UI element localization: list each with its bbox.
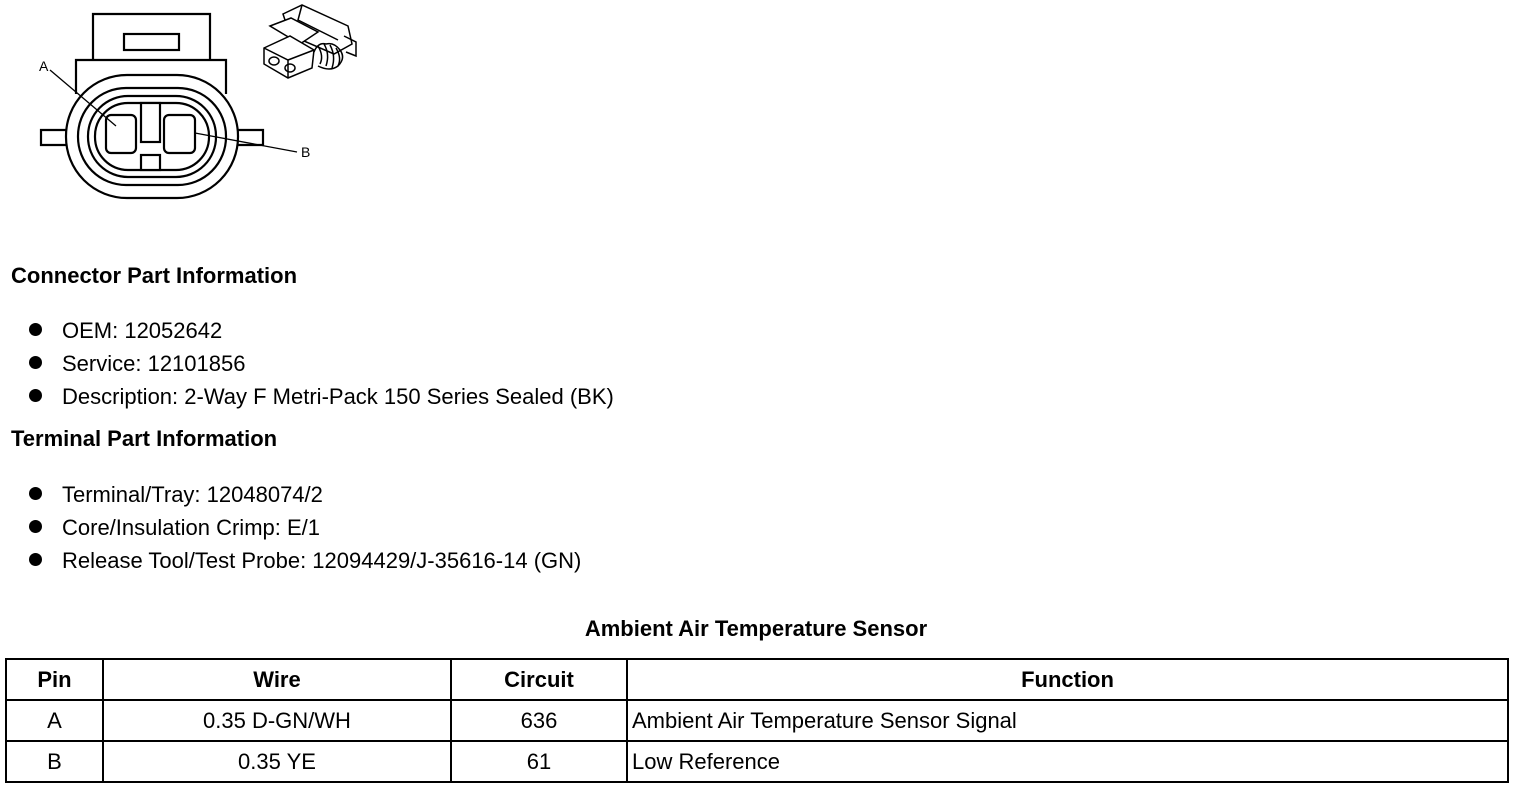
- function-cell: Ambient Air Temperature Sensor Signal: [627, 700, 1508, 741]
- pin-b-label: B: [301, 144, 311, 160]
- pin-cell: A: [6, 700, 103, 741]
- list-item-text: Core/Insulation Crimp: E/1: [62, 515, 320, 540]
- column-header-function: Function: [627, 659, 1508, 700]
- list-item: [28, 350, 614, 383]
- list-item: [28, 514, 581, 547]
- bullet-icon: [29, 323, 42, 336]
- list-item-text: Terminal/Tray: 12048074/2: [62, 482, 323, 507]
- bullet-icon: [29, 389, 42, 402]
- list-item-text: Description: 2-Way F Metri-Pack 150 Series Sealed (BK): [62, 384, 614, 409]
- bullet-icon: [29, 487, 42, 500]
- function-cell: Low Reference: [627, 741, 1508, 782]
- bullet-icon: [29, 356, 42, 369]
- circuit-cell: 636: [451, 700, 627, 741]
- column-header-wire: Wire: [103, 659, 451, 700]
- table-row: [6, 741, 1508, 782]
- pin-a-label: A: [39, 58, 49, 74]
- list-item-text: OEM: 12052642: [62, 318, 223, 343]
- list-item: [28, 547, 581, 580]
- connector-diagram: [0, 0, 380, 215]
- terminal-part-info-heading: Terminal Part Information: [11, 426, 278, 451]
- list-item: [28, 317, 614, 350]
- circuit-cell: 61: [451, 741, 627, 782]
- list-item-text: Release Tool/Test Probe: 12094429/J-35616-14 (GN): [62, 548, 582, 573]
- pin-cell: B: [6, 741, 103, 782]
- column-header-pin: Pin: [6, 659, 103, 700]
- table-header-row: [6, 659, 1508, 700]
- table-title: Ambient Air Temperature Sensor: [584, 616, 928, 641]
- cavity-b: [164, 115, 195, 153]
- list-item-text: Service: 12101856: [62, 351, 246, 376]
- connector-part-info-heading: Connector Part Information: [11, 263, 298, 288]
- connector-isometric-view: [264, 5, 356, 78]
- column-header-circuit: Circuit: [451, 659, 627, 700]
- connector-part-info-list: [28, 317, 614, 416]
- wire-cell: 0.35 D-GN/WH: [103, 700, 451, 741]
- connector-face-view: [41, 14, 263, 198]
- bullet-icon: [29, 553, 42, 566]
- list-item: [28, 481, 581, 514]
- wire-cell: 0.35 YE: [103, 741, 451, 782]
- terminal-part-info-list: [28, 481, 581, 580]
- bullet-icon: [29, 520, 42, 533]
- table-row: [6, 700, 1508, 741]
- pinout-table: [5, 658, 1509, 783]
- list-item: [28, 383, 614, 416]
